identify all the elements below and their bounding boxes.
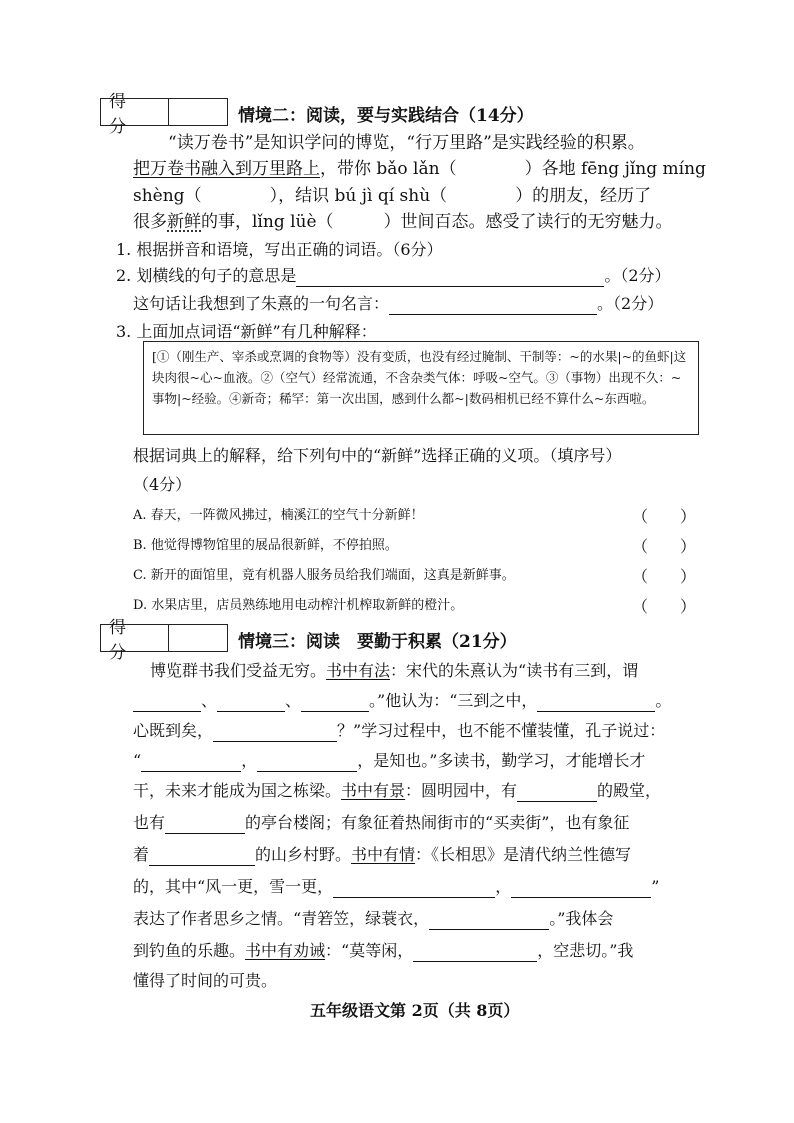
option-d-answer[interactable]: （ ） bbox=[632, 597, 697, 616]
answer-blank[interactable] bbox=[301, 693, 369, 712]
score-label: 得 分 bbox=[101, 99, 169, 125]
section2-title: 情境二：阅读，要与实践结合（14分） bbox=[238, 106, 534, 126]
passage-line: shèng（ ），结识 bú jì qí shù（ ）的朋友，经历了 bbox=[133, 186, 652, 206]
option-b-answer[interactable]: （ ） bbox=[632, 537, 697, 556]
answer-blank[interactable] bbox=[149, 847, 255, 866]
passage-line: 懂得了时间的可贵。 bbox=[133, 971, 278, 990]
section3-title: 情境三：阅读 要勤于积累（21分） bbox=[238, 632, 517, 652]
option-c: C. 新开的面馆里，竟有机器人服务员给我们端面，这真是新鲜事。 bbox=[133, 568, 515, 583]
answer-blank[interactable] bbox=[389, 296, 597, 315]
answer-blank[interactable] bbox=[333, 879, 495, 898]
answer-blank[interactable] bbox=[511, 879, 651, 898]
score-box-section2 bbox=[100, 92, 228, 137]
answer-blank[interactable] bbox=[217, 693, 285, 712]
option-a: A. 春天，一阵微风拂过，楠溪江的空气十分新鲜！ bbox=[133, 508, 424, 523]
underlined-phrase: 书中有情 bbox=[351, 845, 416, 864]
answer-blank[interactable] bbox=[413, 943, 537, 962]
option-d: D. 水果店里，店员熟练地用电动榨汁机榨取新鲜的橙汁。 bbox=[133, 598, 464, 613]
passage-line: 心既到矣， ？”学习过程中，也不能不懂装懂，孔子说过： bbox=[133, 721, 666, 740]
question-2: 2. 划横线的句子的意思是 。（2分） bbox=[116, 266, 671, 285]
passage-line: 表达了作者思乡之情。“青箬笠，绿蓑衣， 。”我体会 bbox=[133, 909, 614, 928]
passage-line: 的，其中“风一更，雪一更， ， ” bbox=[133, 877, 660, 896]
passage-line: 博览群书我们受益无穷。书中有法：宋代的朱熹认为“读书有三到，谓 bbox=[150, 661, 639, 680]
passage-line: 干，未来才能成为国之栋梁。书中有景：圆明园中，有 的殿堂， bbox=[133, 781, 662, 800]
underlined-phrase: 书中有法 bbox=[326, 661, 391, 680]
question-3: 3. 上面加点词语“新鲜”有几种解释： bbox=[116, 322, 377, 341]
answer-blank[interactable] bbox=[257, 753, 357, 772]
answer-blank[interactable] bbox=[133, 693, 201, 712]
question-1: 1. 根据拼音和语境，写出正确的词语。（6分） bbox=[116, 240, 443, 259]
passage-line: “ ， ，是知也。”多读书，勤学习，才能增长才 bbox=[133, 751, 646, 770]
option-c-answer[interactable]: （ ） bbox=[632, 567, 697, 586]
dictionary-box: [①（刚生产、宰杀或烹调的食物等）没有变质，也没有经过腌制、干制等：~的水果|~的鱼虾|这块肉很~心~血液。②（空气）经常流通，不含杂类气体：呼吸~空气。③（事物）出现不久：~事物|~经验。④新奇；稀罕：第一次出国，感到什么都~|数码相机已经不算什么~东西啦。 bbox=[143, 341, 699, 435]
passage-line: 把万卷书融入到万里路上，带你 bǎo lǎn（ ）各地 fēng jǐng míng bbox=[133, 159, 706, 179]
answer-blank[interactable] bbox=[517, 783, 597, 802]
score-box-section3 bbox=[100, 618, 228, 663]
score-field[interactable] bbox=[169, 99, 227, 125]
page-footer: 五年级语文第 2页（共 8页） bbox=[310, 1001, 520, 1020]
passage-line: 着 的山乡村野。书中有情：《长相思》是清代纳兰性德写 bbox=[133, 845, 632, 864]
answer-blank[interactable] bbox=[165, 815, 245, 834]
underlined-phrase: 书中有景 bbox=[341, 781, 406, 800]
score-field[interactable] bbox=[169, 625, 227, 651]
option-b: B. 他觉得博物馆里的展品很新鲜，不停拍照。 bbox=[133, 538, 398, 553]
underlined-sentence: 把万卷书融入到万里路上 bbox=[133, 159, 320, 179]
passage-line: 到钓鱼的乐趣。书中有劝诫：“莫等闲， ，空悲切。”我 bbox=[133, 941, 634, 960]
intro-line: “读万卷书”是知识学问的博览，“行万里路”是实践经验的积累。 bbox=[168, 133, 645, 153]
dotted-word: 新鲜 bbox=[167, 212, 201, 232]
answer-blank[interactable] bbox=[537, 693, 655, 712]
answer-blank[interactable] bbox=[296, 268, 604, 287]
question-3-points: （4分） bbox=[133, 475, 192, 494]
question-3-instruction: 根据词典上的解释，给下列句中的“新鲜”选择正确的义项。（填序号） bbox=[133, 446, 622, 465]
question-2-followup: 这句话让我想到了朱熹的一句名言： 。（2分） bbox=[133, 294, 664, 313]
underlined-phrase: 书中有劝诫 bbox=[245, 941, 326, 960]
score-label: 得 分 bbox=[101, 625, 169, 651]
passage-line: 也有 的亭台楼阁；有象征着热闹街市的“买卖街”，也有象征 bbox=[133, 813, 630, 832]
answer-blank[interactable] bbox=[213, 723, 337, 742]
passage-line: 很多新鲜的事，lǐng lüè（ ）世间百态。感受了读行的无穷魅力。 bbox=[133, 212, 673, 232]
option-a-answer[interactable]: （ ） bbox=[632, 507, 697, 526]
answer-blank[interactable] bbox=[141, 753, 241, 772]
answer-blank[interactable] bbox=[429, 911, 549, 930]
passage-line: 、 、 。”他认为：“三到之中， 。 bbox=[133, 690, 671, 712]
